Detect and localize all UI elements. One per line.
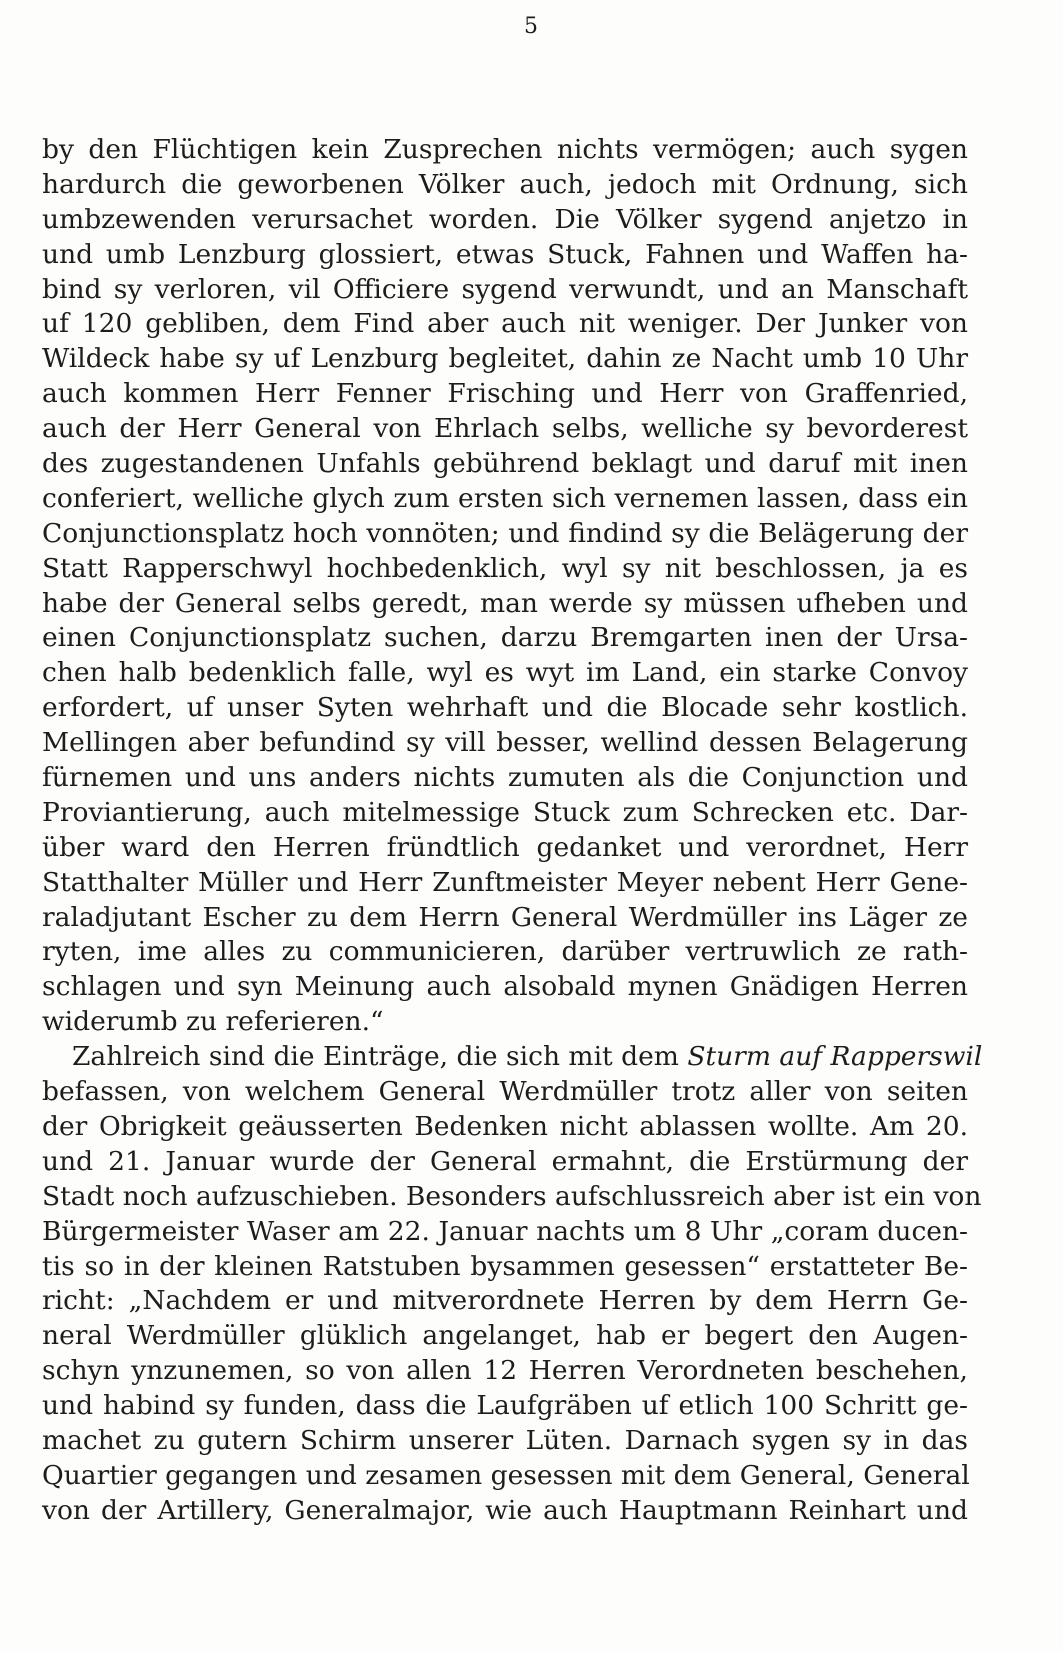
text-run: Zahlreich sind die Einträge, die sich mit dem	[72, 1041, 688, 1073]
text-line: machet zu gutern Schirm unserer Lüten. Darnach sygen sy in das	[42, 1424, 968, 1456]
text-line: bind sy verloren, vil Officiere sygend verwundt, und an Manschaft	[42, 273, 968, 305]
text-line: tis so in der kleinen Ratstuben bysammen gesessen“ erstatteter Be-	[42, 1250, 968, 1282]
text-line: Conjunctionsplatz hoch vonnöten; und findind sy die Belägerung der	[42, 517, 968, 549]
text-line: Stadt noch aufzuschieben. Besonders aufschlussreich aber ist ein von	[42, 1180, 982, 1212]
text-line: Statt Rapperschwyl hochbedenklich, wyl sy nit beschlossen, ja es	[42, 552, 968, 584]
text-line: über ward den Herren fründtlich gedanket und verordnet, Herr	[42, 831, 968, 863]
text-line: Proviantierung, auch mitelmessige Stuck zum Schrecken etc. Dar-	[42, 796, 968, 828]
text-line: habe der General selbs geredt, man werde sy müssen ufheben und	[42, 587, 968, 619]
text-line: einen Conjunctionsplatz suchen, darzu Bremgarten inen der Ursa-	[42, 622, 968, 654]
text-line: erfordert, uf unser Syten wehrhaft und die Blocade sehr kostlich.	[42, 692, 968, 724]
text-line: Statthalter Müller und Herr Zunftmeister Meyer nebent Herr Gene-	[42, 866, 968, 898]
text-line	[42, 1040, 983, 1075]
text-line: by den Flüchtigen kein Zusprechen nichts vermögen; auch sygen	[42, 134, 968, 165]
text-line: und 21. Januar wurde der General ermahnt, die Erstürmung der	[42, 1145, 968, 1177]
text-line: schlagen und syn Meinung auch alsobald mynen Gnädigen Herren	[42, 971, 968, 1003]
text-line: raladjutant Escher zu dem Herrn General Werdmüller ins Läger ze	[42, 901, 968, 933]
text-line: und habind sy funden, dass die Laufgräben uf etlich 100 Schritt ge-	[42, 1390, 968, 1422]
italic-title: Sturm auf Rapperswil	[687, 1041, 983, 1073]
text-line: und umb Lenzburg glossiert, etwas Stuck, Fahnen und Waffen ha-	[42, 238, 968, 270]
text-line: Wildeck habe sy uf Lenzburg begleitet, dahin ze Nacht umb 10 Uhr	[42, 343, 968, 375]
text-line: des zugestandenen Unfahls gebührend beklagt und daruf mit inen	[42, 448, 968, 480]
text-line: umbzewenden verursachet worden. Die Völker sygend anjetzo in	[42, 203, 968, 235]
text-line: widerumb zu referieren.“	[42, 1006, 384, 1038]
text-line: Mellingen aber befundind sy vill besser, wellind dessen Belagerung	[42, 727, 968, 759]
text-line: neral Werdmüller glüklich angelanget, hab er begert den Augen-	[42, 1320, 968, 1352]
text-line: Bürgermeister Waser am 22. Januar nachts um 8 Uhr „coram ducen-	[42, 1215, 968, 1247]
text-line: fürnemen und uns anders nichts zumuten als die Conjunction und	[42, 762, 968, 794]
body-text	[42, 133, 983, 1529]
text-line: uf 120 gebliben, dem Find aber auch nit weniger. Der Junker von	[42, 308, 968, 340]
text-line: auch der Herr General von Ehrlach selbs, welliche sy bevorderest	[42, 413, 968, 445]
text-line: Quartier gegangen und zesamen gesessen mit dem General, General	[42, 1459, 970, 1491]
text-line: befassen, von welchem General Werdmüller trotz aller von seiten	[42, 1076, 968, 1108]
text-line: schyn ynzunemen, so von allen 12 Herren Verordneten beschehen,	[42, 1355, 968, 1387]
text-line: ryten, ime alles zu communicieren, darüber vertruwlich ze rath-	[42, 936, 968, 968]
text-line: conferiert, welliche glych zum ersten sich vernemen lassen, dass ein	[42, 482, 968, 514]
text-line: der Obrigkeit geäusserten Bedenken nicht ablassen wollte. Am 20.	[42, 1110, 968, 1142]
text-line: chen halb bedenklich falle, wyl es wyt im Land, ein starke Convoy	[42, 657, 968, 689]
text-line: hardurch die geworbenen Völker auch, jedoch mit Ordnung, sich	[42, 168, 968, 200]
page-number: 5	[524, 14, 539, 39]
text-line: richt: „Nachdem er und mitverordnete Herren by dem Herrn Ge-	[42, 1285, 968, 1317]
text-line: auch kommen Herr Fenner Frisching und Herr von Graffenried,	[42, 378, 968, 410]
text-line: von der Artillery, Generalmajor, wie auch Hauptmann Reinhart und	[42, 1494, 968, 1526]
